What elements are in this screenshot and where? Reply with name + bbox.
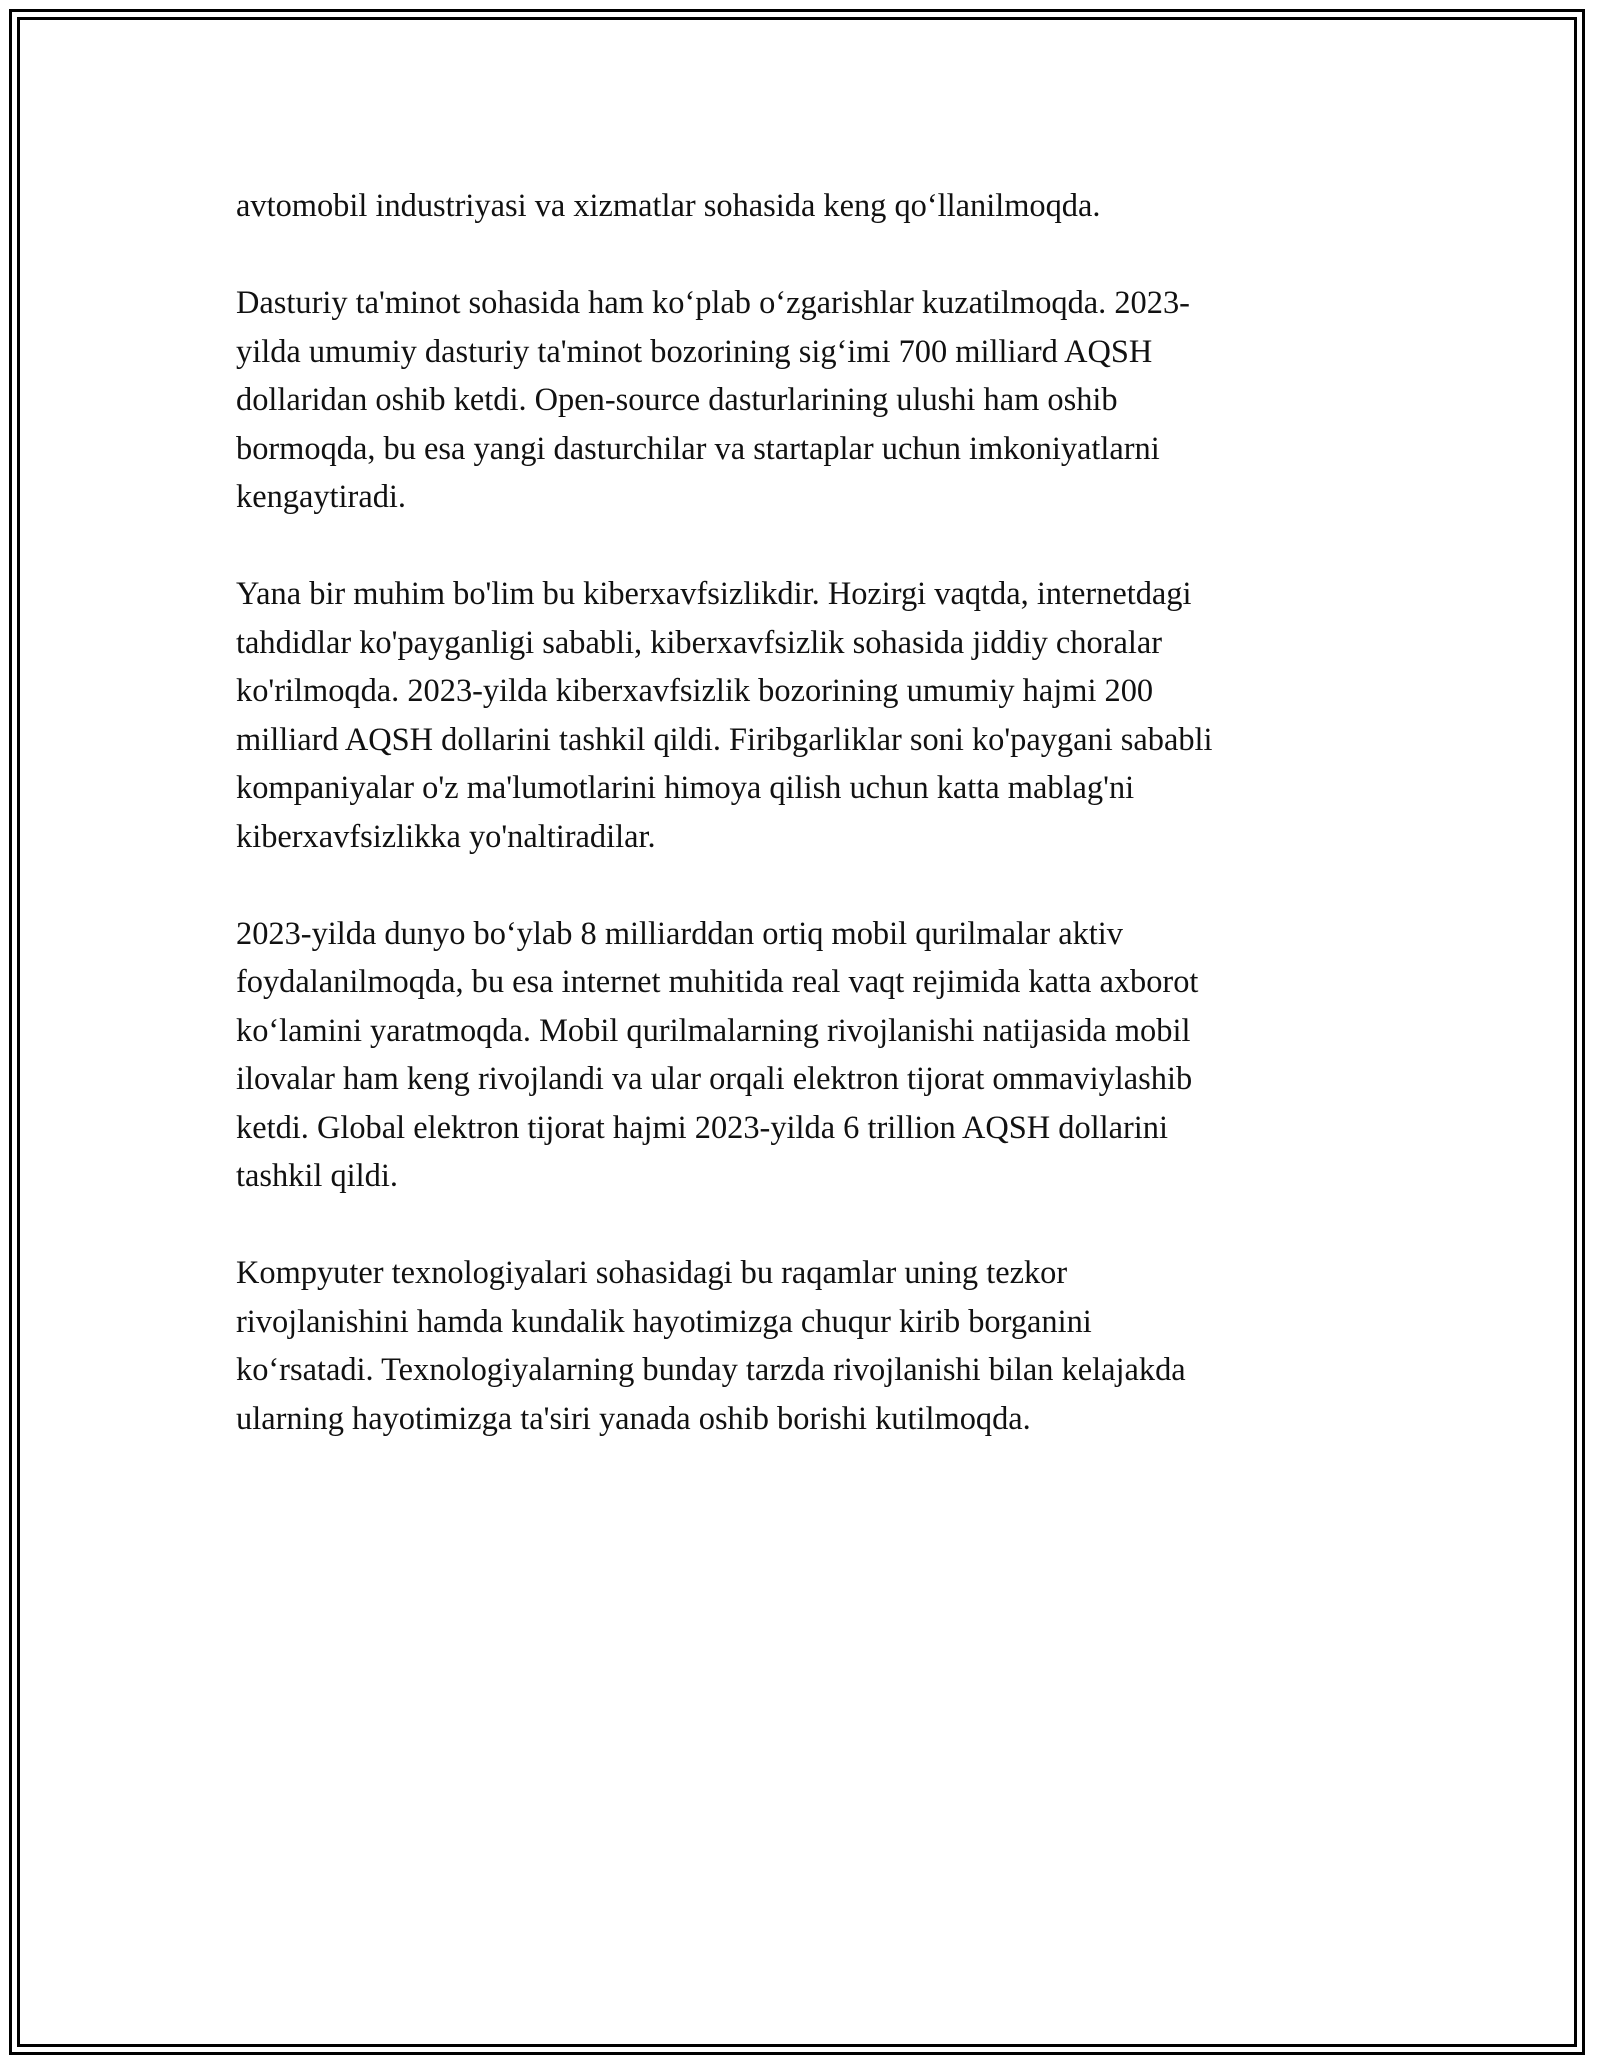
paragraph-cybersecurity: Yana bir muhim bo'lim bu kiberxavfsizlikdir. Hozirgi vaqtda, internetdagi tahdidlar ko'payganligi sababli, kiberxavfsizlik sohasida jiddiy choralar ko'rilmoqda. 2023-yilda kiberxavfsizlik bozorining umumiy hajmi 200 milliard AQSH dollarini tashkil qildi. Firibgarliklar soni ko'paygani sababli kompaniyalar o'z ma'lumotlarini himoya qilish uchun katta mablag'ni kiberxavfsizlikka yo'naltiradilar. <box>236 576 1213 855</box>
paragraph-intro-continuation: avtomobil industriyasi va xizmatlar sohasida keng qo‘llanilmoqda. <box>236 188 1101 224</box>
document-body <box>236 182 1386 1492</box>
paragraph-mobile-devices: 2023-yilda dunyo bo‘ylab 8 milliarddan ortiq mobil qurilmalar aktiv foydalanilmoqda, bu esa internet muhitida real vaqt rejimida katta axborot ko‘lamini yaratmoqda. Mobil qurilmalarning rivojlanishi natijasida mobil ilovalar ham keng rivojlandi va ular orqali elektron tijorat ommaviylashib ketdi. Global elektron tijorat hajmi 2023-yilda 6 trillion AQSH dollarini tashkil qildi. <box>236 915 1199 1194</box>
paragraph-conclusion: Kompyuter texnologiyalari sohasidagi bu raqamlar uning tezkor rivojlanishini hamda kundalik hayotimizga chuqur kirib borganini ko‘rsatadi. Texnologiyalarning bunday tarzda rivojlanishi bilan kelajakda ularning hayotimizga ta'siri yanada oshib borishi kutilmoqda. <box>236 1255 1186 1437</box>
paragraph-software: Dasturiy ta'minot sohasida ham ko‘plab o‘zgarishlar kuzatilmoqda. 2023- yilda umumiy dasturiy ta'minot bozorining sig‘imi 700 milliard AQSH dollaridan oshib ketdi. Open-source dasturlarining ulushi ham oshib bormoqda, bu esa yangi dasturchilar va startaplar uchun imkoniyatlarni kengaytiradi. <box>236 285 1190 515</box>
